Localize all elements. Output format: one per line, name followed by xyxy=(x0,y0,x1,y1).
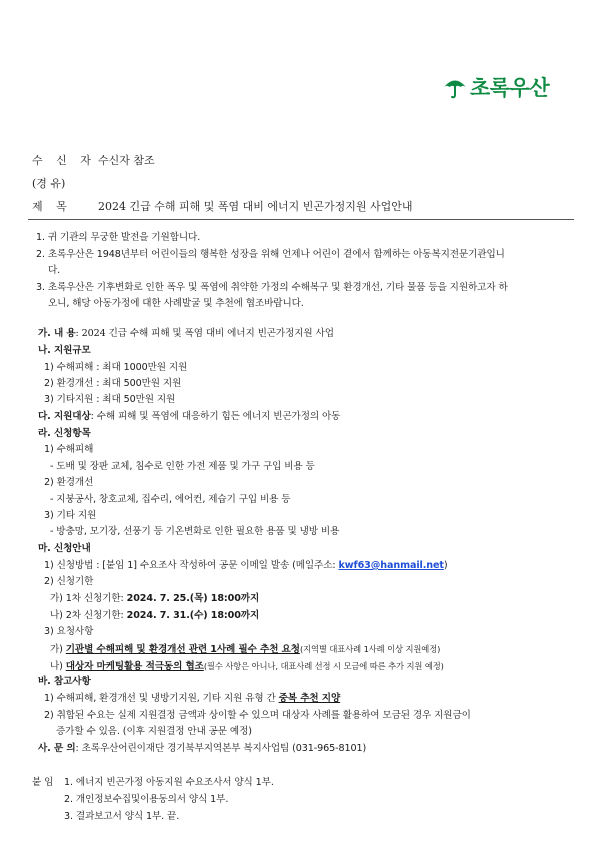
section-target-label: 다. 지원대상 xyxy=(38,411,91,422)
support-scale-item: 3) 기타지원 : 최대 50만원 지원 xyxy=(44,394,176,405)
section-target-value: : 수해 피해 및 폭염에 대응하기 힘든 에너지 빈곤가정의 아동 xyxy=(90,411,341,422)
request-second-emphasis: 대상자 마케팅활용 적극동의 협조 xyxy=(65,661,204,672)
attachments-label: 붙 임 xyxy=(32,777,54,788)
subject-value: 2024 긴급 수해 피해 및 폭염 대비 에너지 빈곤가정지원 사업안내 xyxy=(98,200,413,213)
attachments xyxy=(32,776,274,790)
note-first-text: 1) 수해피해, 환경개선 및 냉방기지원, 기타 지원 유형 간 xyxy=(44,693,279,704)
subject-row xyxy=(32,198,413,214)
support-scale-item: 1) 수해피해 : 최대 1000만원 지원 xyxy=(44,362,188,373)
deadline-first xyxy=(50,592,259,606)
logo xyxy=(442,72,549,102)
attachment-item: 3. 결과보고서 양식 1부. 끝. xyxy=(64,811,180,822)
section-content-value: : 2024 긴급 수해 피해 및 폭염 대비 에너지 빈곤가정지원 사업 xyxy=(75,328,334,339)
request-first xyxy=(50,642,440,657)
deadline-second xyxy=(50,609,259,623)
request-second-note: (필수 사항은 아니나, 대표사례 선정 시 모금에 따른 추가 지원 예정) xyxy=(203,661,444,671)
email-link[interactable]: kwf63@hanmail.net xyxy=(338,560,444,571)
recipient-value: 수신자 참조 xyxy=(98,154,155,167)
via-row xyxy=(32,175,65,191)
item-flood: 1) 수해피해 xyxy=(44,444,94,455)
section-support-scale-title: 나. 지원규모 xyxy=(38,345,91,356)
item-other: 3) 기타 지원 xyxy=(44,510,97,521)
deadline-first-label: 가) 1차 신청기한: xyxy=(50,593,127,604)
request-first-emphasis: 기관별 수해피해 및 환경개선 관련 1사례 필수 추천 요청 xyxy=(65,644,300,655)
application-method-text: 1) 신청방법 : [붙임 1] 수요조사 작성하여 공문 이메일 발송 (메일주소: xyxy=(44,560,339,571)
note-first-emphasis: 중복 추천 지양 xyxy=(278,693,341,704)
recipient-label: 수 신 자 xyxy=(32,154,96,167)
support-scale-item: 2) 환경개선 : 최대 500만원 지원 xyxy=(44,378,182,389)
request-second xyxy=(50,659,444,674)
note-second-cont: 증가할 수 있음. (이후 지원결정 안내 공문 예정) xyxy=(56,726,252,737)
deadline-second-value: 2024. 7. 31.(수) 18:00까지 xyxy=(126,610,260,621)
deadline-first-value: 2024. 7. 25.(목) 18:00까지 xyxy=(126,593,260,604)
intro-line-2-cont: 다. xyxy=(48,265,61,276)
intro-line-1: 1. 귀 기관의 무궁한 발전을 기원합니다. xyxy=(36,232,201,243)
request-first-prefix: 가) xyxy=(50,644,66,655)
section-application-title: 마. 신청안내 xyxy=(38,543,91,554)
section-contact xyxy=(38,742,366,756)
section-content xyxy=(38,327,334,341)
via-label: (경 유) xyxy=(32,177,66,190)
section-target xyxy=(38,410,340,424)
section-notes-title: 바. 참고사항 xyxy=(38,676,91,687)
item-other-detail: - 방충망, 모기장, 선풍기 등 기온변화로 인한 필요한 용품 및 냉방 비용 xyxy=(50,526,340,537)
subject-label: 제 목 xyxy=(32,200,72,213)
section-contact-value: : 초록우산어린이재단 경기북부지역본부 복지사업팀 (031-965-8101) xyxy=(75,743,367,754)
header-divider xyxy=(28,219,574,220)
logo-text: 초록우산 xyxy=(470,76,550,100)
request-first-note: (지역별 대표사례 1사례 이상 지원예정) xyxy=(299,644,441,654)
request-title: 3) 요청사항 xyxy=(44,626,94,637)
item-environment-detail: - 지붕공사, 창호교체, 집수리, 에어컨, 제습기 구입 비용 등 xyxy=(50,494,291,505)
green-umbrella-icon xyxy=(442,74,468,100)
note-second: 2) 취합된 수요는 실제 지원결정 금액과 상이할 수 있으며 대상자 사례를 활용하여 모금된 경우 지원금이 xyxy=(44,710,471,721)
attachment-item: 2. 개인정보수집및이용동의서 양식 1부. xyxy=(64,794,229,805)
intro-line-2: 2. 초록우산은 1948년부터 어린이들의 행복한 성장을 위해 언제나 어린이 곁에서 함께하는 아동복지전문기관입니 xyxy=(36,249,505,260)
section-content-label: 가. 내 용 xyxy=(38,328,76,339)
request-second-prefix: 나) xyxy=(50,661,66,672)
deadline-title: 2) 신청기한 xyxy=(44,576,94,587)
recipient-row xyxy=(32,152,155,168)
application-method-close: ) xyxy=(443,560,448,571)
intro-line-3: 3. 초록우산은 기후변화로 인한 폭우 및 폭염에 취약한 가정의 수해복구 및 환경개선, 기타 물품 등을 지원하고자 하 xyxy=(36,282,508,293)
section-contact-label: 사. 문 의 xyxy=(38,743,76,754)
attachment-item: 1. 에너지 빈곤가정 아동지원 수요조사서 양식 1부. xyxy=(64,777,274,788)
intro-line-3-cont: 오니, 해당 아동가정에 대한 사례발굴 및 추천에 협조바랍니다. xyxy=(48,298,304,309)
deadline-second-label: 나) 2차 신청기한: xyxy=(50,610,127,621)
item-flood-detail: - 도배 및 장판 교체, 침수로 인한 가전 제품 및 가구 구입 비용 등 xyxy=(50,461,315,472)
section-items-title: 라. 신청항목 xyxy=(38,428,91,439)
item-environment: 2) 환경개선 xyxy=(44,477,94,488)
note-first xyxy=(44,692,340,706)
application-method xyxy=(44,559,448,573)
